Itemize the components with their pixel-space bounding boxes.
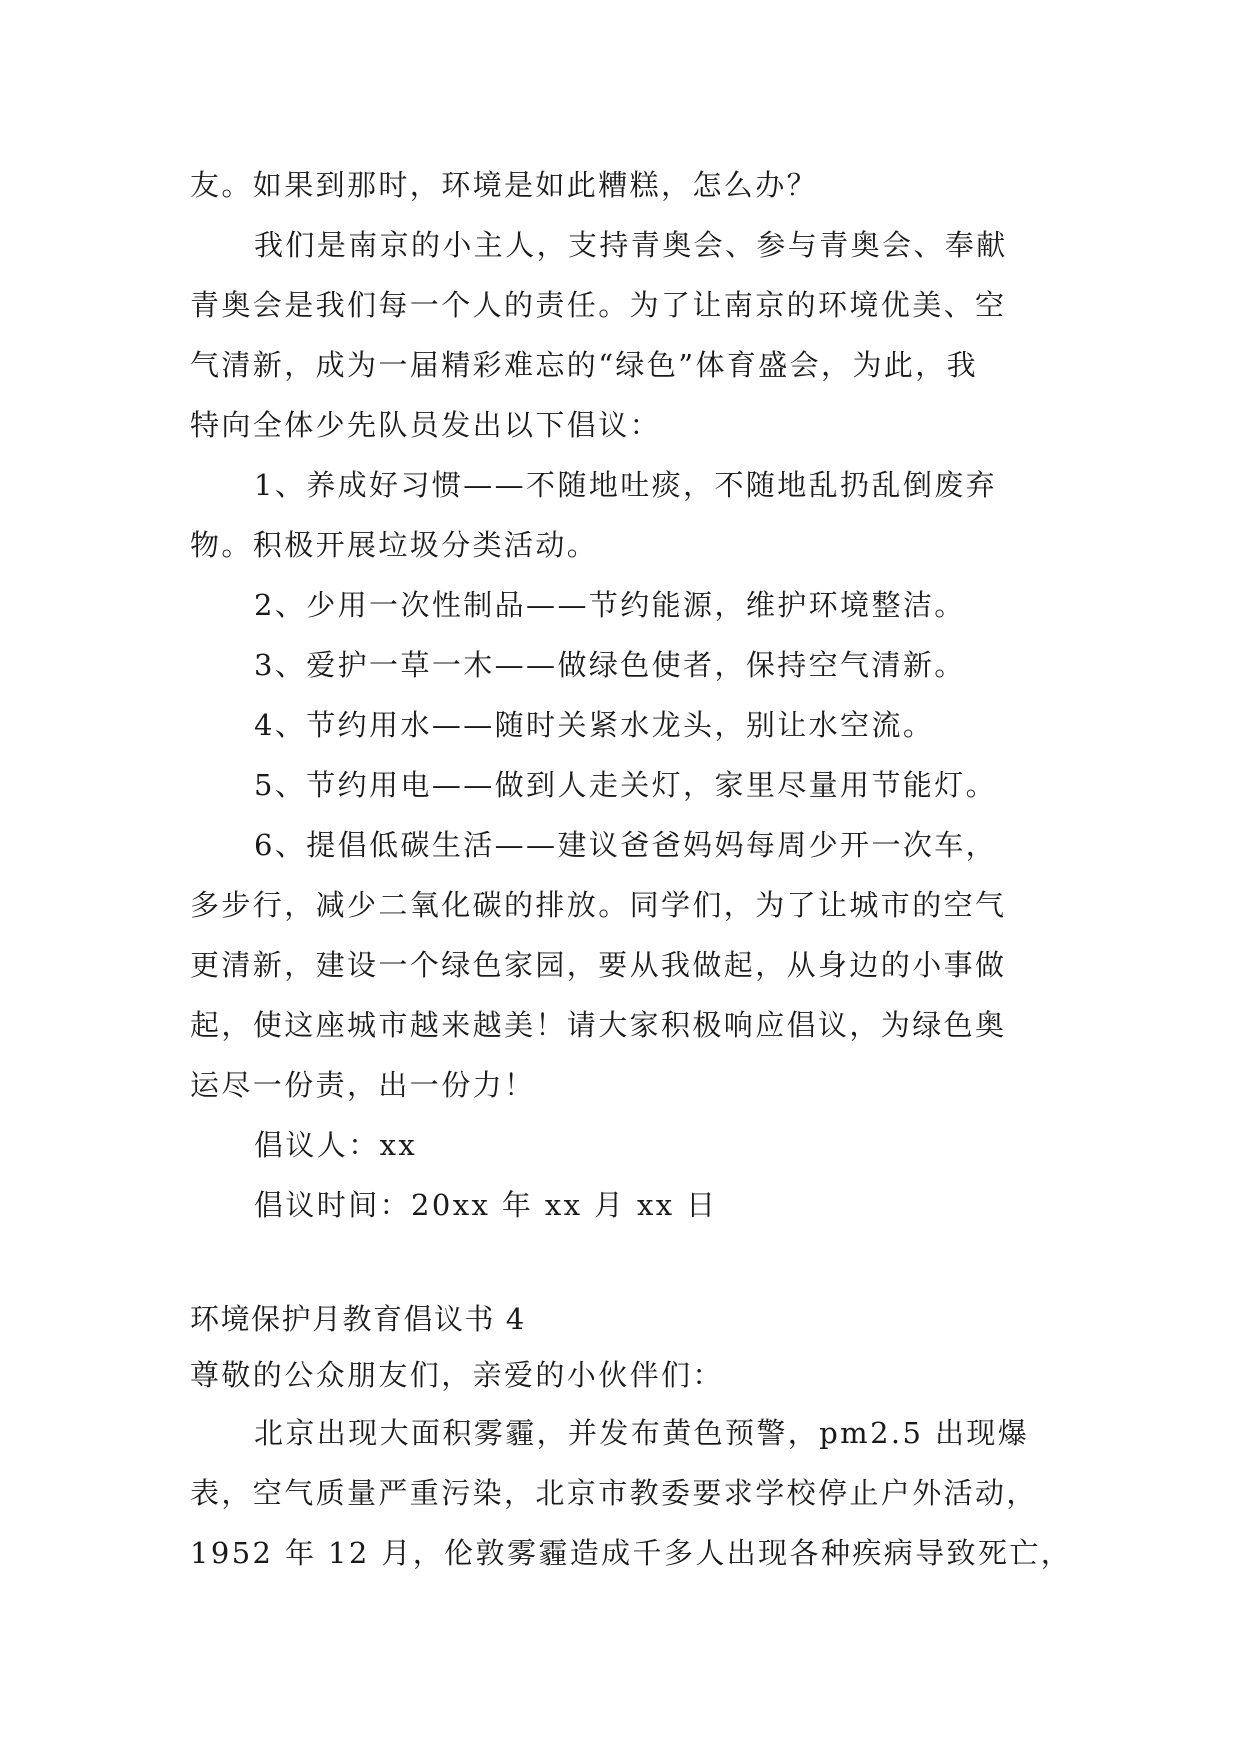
paragraph-line: 青奥会是我们每一个人的责任。为了让南京的环境优美、空 [190, 288, 1007, 322]
paragraph-line: 表，空气质量严重污染，北京市教委要求学校停止户外活动， [190, 1476, 1038, 1510]
paragraph-line: 多步行，减少二氧化碳的排放。同学们，为了让城市的空气 [190, 888, 1007, 922]
paragraph-line: 更清新，建设一个绿色家园，要从我做起，从身边的小事做 [190, 948, 1007, 982]
proposal-item-4: 4、节约用水——随时关紧水龙头，别让水空流。 [254, 708, 935, 742]
paragraph-line: 1952 年 12 月，伦敦雾霾造成千多人出现各种疾病导致死亡， [190, 1536, 1073, 1570]
paragraph-line: 气清新，成为一届精彩难忘的“绿色”体育盛会，为此，我 [190, 348, 979, 382]
paragraph-line: 运尽一份责，出一份力！ [190, 1068, 536, 1102]
paragraph-line: 友。如果到那时，环境是如此糟糕，怎么办？ [190, 168, 819, 202]
proposal-item-3: 3、爱护一草一木——做绿色使者，保持空气清新。 [254, 648, 966, 682]
section-title: 环境保护月教育倡议书 4 [190, 1302, 526, 1336]
proposal-item-6: 6、提倡低碳生活——建议爸爸妈妈每周少开一次车， [254, 828, 998, 862]
proposal-item-1-continued: 物。积极开展垃圾分类活动。 [190, 528, 599, 562]
proposal-item-5: 5、节约用电——做到人走关灯，家里尽量用节能灯。 [254, 768, 998, 802]
section-spacer [190, 1235, 1050, 1295]
proposal-date-line: 倡议时间：20xx 年 xx 月 xx 日 [254, 1188, 718, 1222]
paragraph-line: 特向全体少先队员发出以下倡议： [190, 408, 662, 442]
proposal-item-2: 2、少用一次性制品——节约能源，维护环境整洁。 [254, 588, 966, 622]
proposal-item-1: 1、养成好习惯——不随地吐痰，不随地乱扔乱倒废弃 [254, 468, 998, 502]
paragraph-line: 起，使这座城市越来越美！请大家积极响应倡议，为绿色奥 [190, 1008, 1007, 1042]
document-body [190, 155, 1073, 1583]
proposer-line: 倡议人：xx [254, 1128, 418, 1162]
paragraph-line: 北京出现大面积雾霾，并发布黄色预警，pm2.5 出现爆 [254, 1416, 1030, 1450]
salutation: 尊敬的公众朋友们，亲爱的小伙伴们： [190, 1358, 724, 1392]
paragraph-line: 我们是南京的小主人，支持青奥会、参与青奥会、奉献 [254, 228, 1008, 262]
